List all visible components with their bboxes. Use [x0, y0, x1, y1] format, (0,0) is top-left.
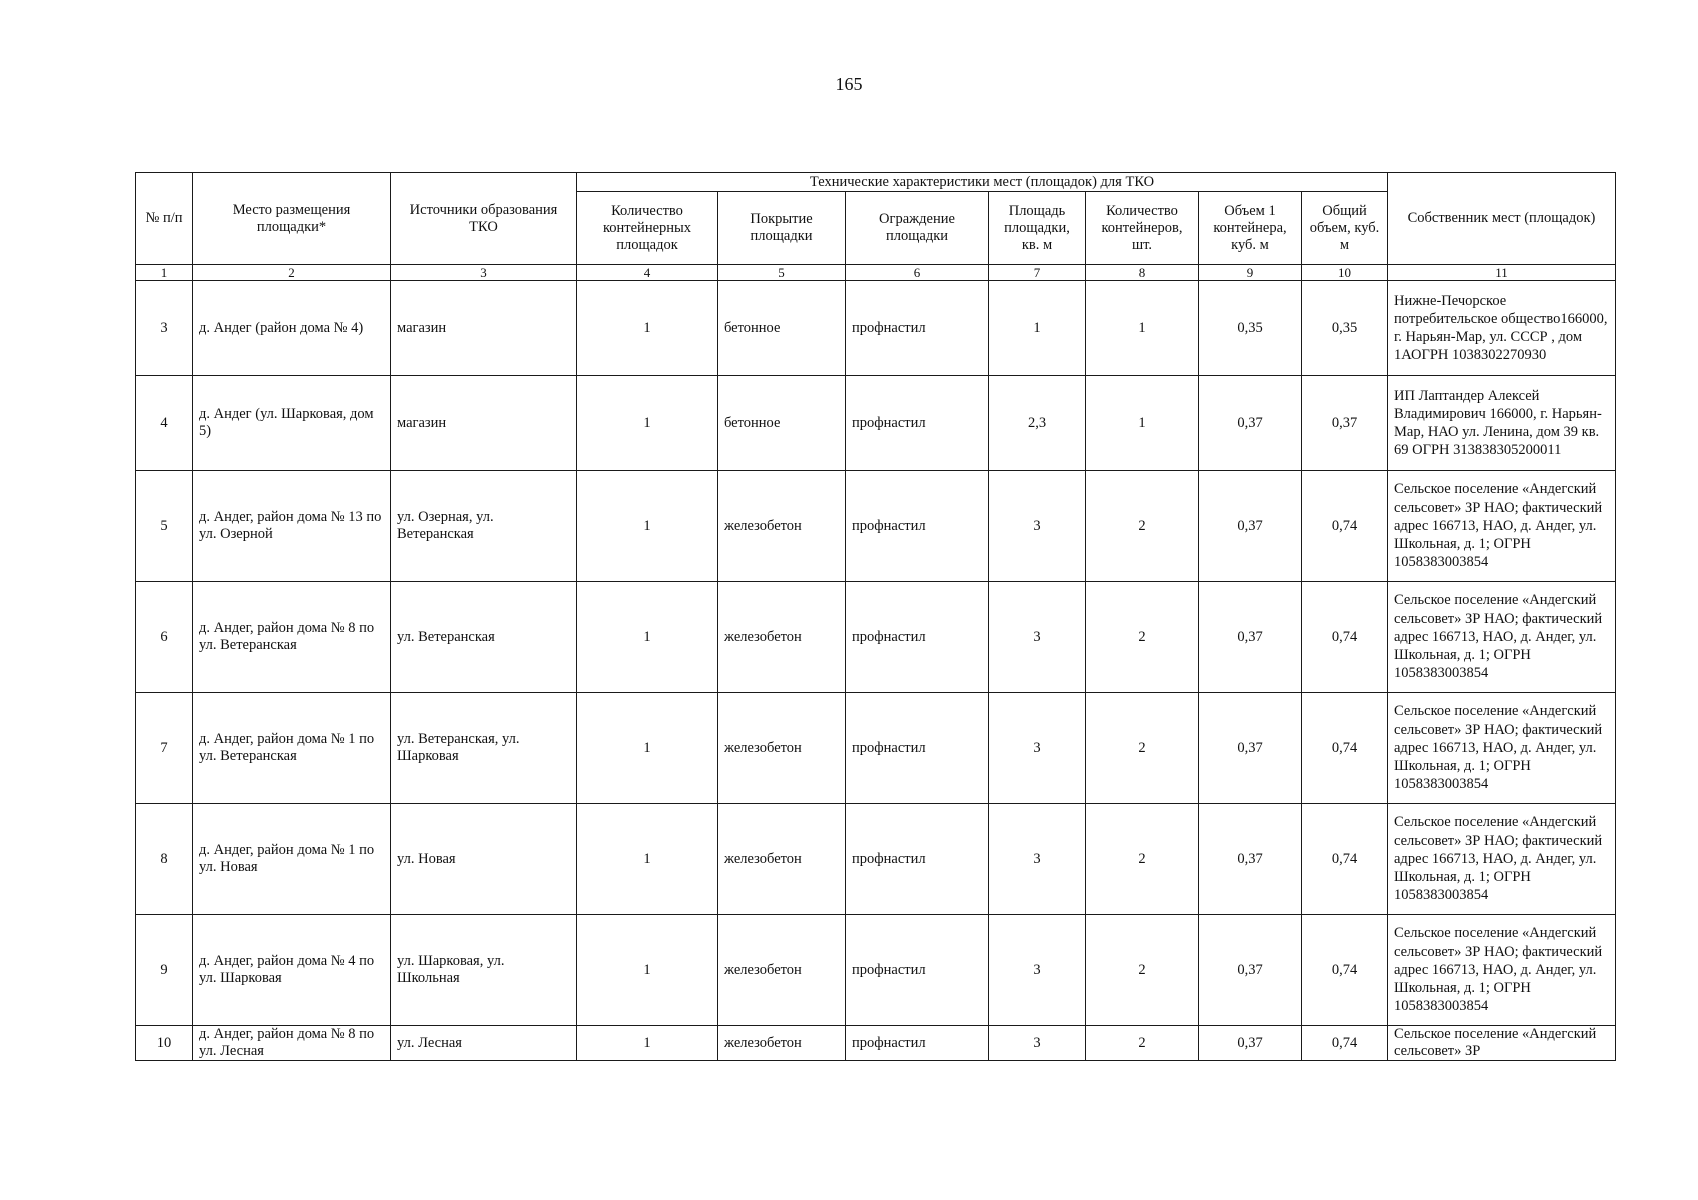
row-sources: ул. Озерная, ул. Ветеранская: [391, 471, 577, 582]
row-cover: железобетон: [718, 471, 846, 582]
table-row: [136, 281, 1616, 376]
row-fence: профнастил: [846, 1026, 989, 1061]
row-container-volume: 0,37: [1199, 376, 1302, 471]
column-number: 4: [577, 265, 718, 281]
column-number: 11: [1388, 265, 1616, 281]
header-container-volume: Объем 1 контейнера, куб. м: [1199, 192, 1302, 265]
row-owner: Сельское поселение «Андегский сельсовет» ЗР НАО; фактический адрес 166713, НАО, д. Андег, ул. Школьная, д. 1; ОГРН 1058383003854: [1388, 693, 1616, 804]
row-cover: бетонное: [718, 376, 846, 471]
row-owner: Нижне-Печорское потребительское общество166000, г. Нарьян-Мар, ул. СССР , дом 1АОГРН 1038302270930: [1388, 281, 1616, 376]
row-owner: Сельское поселение «Андегский сельсовет» ЗР: [1388, 1026, 1616, 1061]
row-container-count: 2: [1086, 582, 1199, 693]
column-number: 1: [136, 265, 193, 281]
row-site-count: 1: [577, 376, 718, 471]
container-sites-table: [135, 172, 1616, 1061]
row-total-volume: 0,74: [1302, 1026, 1388, 1061]
table-row: [136, 693, 1616, 804]
row-site-count: 1: [577, 281, 718, 376]
row-site-count: 1: [577, 1026, 718, 1061]
row-place: д. Андег (ул. Шарковая, дом 5): [193, 376, 391, 471]
row-total-volume: 0,37: [1302, 376, 1388, 471]
row-container-volume: 0,37: [1199, 582, 1302, 693]
column-number: 7: [989, 265, 1086, 281]
header-container-count: Количество контейнеров, шт.: [1086, 192, 1199, 265]
row-owner: Сельское поселение «Андегский сельсовет» ЗР НАО; фактический адрес 166713, НАО, д. Андег, ул. Школьная, д. 1; ОГРН 1058383003854: [1388, 804, 1616, 915]
row-container-count: 1: [1086, 281, 1199, 376]
column-number: 9: [1199, 265, 1302, 281]
row-total-volume: 0,74: [1302, 471, 1388, 582]
row-place: д. Андег, район дома № 13 по ул. Озерной: [193, 471, 391, 582]
row-container-count: 2: [1086, 693, 1199, 804]
row-container-count: 2: [1086, 915, 1199, 1026]
column-number: 10: [1302, 265, 1388, 281]
row-number: 4: [136, 376, 193, 471]
column-number: 5: [718, 265, 846, 281]
row-owner: Сельское поселение «Андегский сельсовет» ЗР НАО; фактический адрес 166713, НАО, д. Андег, ул. Школьная, д. 1; ОГРН 1058383003854: [1388, 915, 1616, 1026]
header-fence: Ограждение площадки: [846, 192, 989, 265]
row-area: 3: [989, 804, 1086, 915]
row-area: 3: [989, 915, 1086, 1026]
header-total-volume: Общий объем, куб. м: [1302, 192, 1388, 265]
row-fence: профнастил: [846, 376, 989, 471]
row-number: 10: [136, 1026, 193, 1061]
row-place: д. Андег, район дома № 1 по ул. Ветеранская: [193, 693, 391, 804]
row-place: д. Андег (район дома № 4): [193, 281, 391, 376]
row-sources: ул. Новая: [391, 804, 577, 915]
row-container-volume: 0,37: [1199, 804, 1302, 915]
row-cover: железобетон: [718, 582, 846, 693]
row-area: 3: [989, 1026, 1086, 1061]
row-fence: профнастил: [846, 582, 989, 693]
row-fence: профнастил: [846, 693, 989, 804]
row-area: 3: [989, 693, 1086, 804]
column-number: 8: [1086, 265, 1199, 281]
row-total-volume: 0,74: [1302, 915, 1388, 1026]
row-place: д. Андег, район дома № 4 по ул. Шарковая: [193, 915, 391, 1026]
row-fence: профнастил: [846, 281, 989, 376]
row-place: д. Андег, район дома № 8 по ул. Лесная: [193, 1026, 391, 1061]
row-total-volume: 0,35: [1302, 281, 1388, 376]
header-num: № п/п: [136, 173, 193, 265]
row-owner: ИП Лаптандер Алексей Владимирович 166000, г. Нарьян-Мар, НАО ул. Ленина, дом 39 кв. 69 ОГРН 313838305200011: [1388, 376, 1616, 471]
table-row: [136, 915, 1616, 1026]
row-fence: профнастил: [846, 471, 989, 582]
row-sources: ул. Шарковая, ул. Школьная: [391, 915, 577, 1026]
row-fence: профнастил: [846, 915, 989, 1026]
row-number: 3: [136, 281, 193, 376]
row-cover: железобетон: [718, 693, 846, 804]
row-sources: магазин: [391, 281, 577, 376]
header-cover: Покрытие площадки: [718, 192, 846, 265]
table-row: [136, 804, 1616, 915]
row-container-volume: 0,37: [1199, 915, 1302, 1026]
row-site-count: 1: [577, 915, 718, 1026]
row-area: 3: [989, 471, 1086, 582]
row-container-volume: 0,37: [1199, 471, 1302, 582]
row-number: 6: [136, 582, 193, 693]
row-fence: профнастил: [846, 804, 989, 915]
header-place: Место размещения площадки*: [193, 173, 391, 265]
column-number: 6: [846, 265, 989, 281]
column-number: 2: [193, 265, 391, 281]
row-number: 5: [136, 471, 193, 582]
header-sources: Источники образования ТКО: [391, 173, 577, 265]
row-place: д. Андег, район дома № 1 по ул. Новая: [193, 804, 391, 915]
row-area: 3: [989, 582, 1086, 693]
row-owner: Сельское поселение «Андегский сельсовет» ЗР НАО; фактический адрес 166713, НАО, д. Андег, ул. Школьная, д. 1; ОГРН 1058383003854: [1388, 582, 1616, 693]
row-sources: ул. Ветеранская: [391, 582, 577, 693]
header-site-count: Количество контейнерных площадок: [577, 192, 718, 265]
row-container-count: 1: [1086, 376, 1199, 471]
row-sources: ул. Лесная: [391, 1026, 577, 1061]
column-numbers-row: [136, 265, 1616, 281]
row-owner: Сельское поселение «Андегский сельсовет» ЗР НАО; фактический адрес 166713, НАО, д. Андег, ул. Школьная, д. 1; ОГРН 1058383003854: [1388, 471, 1616, 582]
header-area: Площадь площадки, кв. м: [989, 192, 1086, 265]
row-place: д. Андег, район дома № 8 по ул. Ветеранская: [193, 582, 391, 693]
row-site-count: 1: [577, 693, 718, 804]
row-number: 9: [136, 915, 193, 1026]
row-total-volume: 0,74: [1302, 582, 1388, 693]
header-owner: Собственник мест (площадок): [1388, 173, 1616, 265]
row-container-count: 2: [1086, 804, 1199, 915]
row-container-volume: 0,37: [1199, 693, 1302, 804]
row-area: 2,3: [989, 376, 1086, 471]
row-site-count: 1: [577, 582, 718, 693]
row-container-volume: 0,35: [1199, 281, 1302, 376]
row-container-count: 2: [1086, 1026, 1199, 1061]
row-area: 1: [989, 281, 1086, 376]
row-site-count: 1: [577, 804, 718, 915]
row-sources: магазин: [391, 376, 577, 471]
table-row: [136, 582, 1616, 693]
header-tech-characteristics: Технические характеристики мест (площадок) для ТКО: [577, 173, 1388, 192]
table-row: [136, 376, 1616, 471]
column-number: 3: [391, 265, 577, 281]
row-number: 7: [136, 693, 193, 804]
row-total-volume: 0,74: [1302, 693, 1388, 804]
row-number: 8: [136, 804, 193, 915]
table-row: [136, 1026, 1616, 1061]
row-cover: железобетон: [718, 1026, 846, 1061]
row-total-volume: 0,74: [1302, 804, 1388, 915]
row-cover: железобетон: [718, 915, 846, 1026]
row-container-count: 2: [1086, 471, 1199, 582]
row-cover: железобетон: [718, 804, 846, 915]
row-sources: ул. Ветеранская, ул. Шарковая: [391, 693, 577, 804]
table-row: [136, 471, 1616, 582]
row-container-volume: 0,37: [1199, 1026, 1302, 1061]
page-number: 165: [835, 74, 863, 94]
row-cover: бетонное: [718, 281, 846, 376]
row-site-count: 1: [577, 471, 718, 582]
